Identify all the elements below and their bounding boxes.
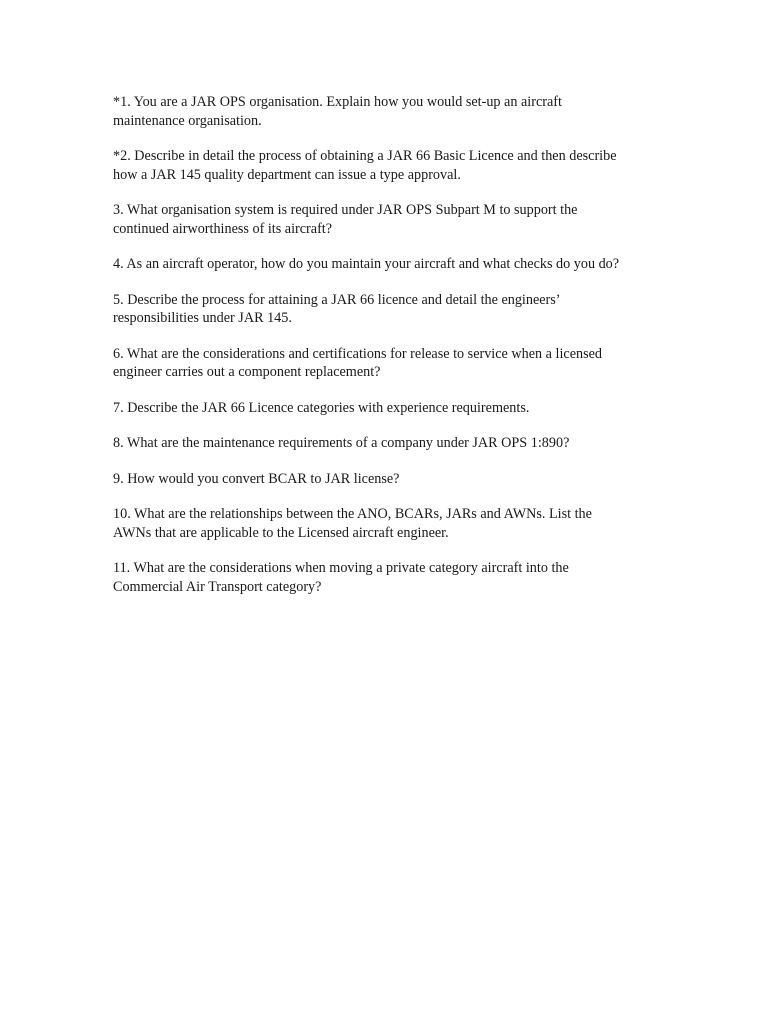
question-text-line: Commercial Air Transport category? xyxy=(113,578,322,595)
question-7 xyxy=(113,399,673,418)
question-3 xyxy=(113,201,673,238)
question-text-line: responsibilities under JAR 145. xyxy=(113,310,292,326)
question-2 xyxy=(113,147,673,184)
question-text-line: 10. What are the relationships between the ANO, BCARs, JARs and AWNs. List the xyxy=(113,506,592,522)
question-text-line: how a JAR 145 quality department can issue a type approval. xyxy=(113,166,461,183)
question-text-line: 5. Describe the process for attaining a JAR 66 licence and detail the engineers’ xyxy=(113,291,561,308)
question-1 xyxy=(113,93,673,130)
question-text-line: *1. You are a JAR OPS organisation. Explain how you would set-up an aircraft xyxy=(113,94,562,110)
question-text-line: 4. As an aircraft operator, how do you maintain your aircraft and what checks do you do? xyxy=(113,256,620,272)
question-4 xyxy=(113,255,673,274)
question-text-line: continued airworthiness of its aircraft? xyxy=(113,220,333,237)
question-5 xyxy=(113,291,673,328)
question-text-line: 3. What organisation system is required under JAR OPS Subpart M to support the xyxy=(113,202,578,218)
question-text-line: 8. What are the maintenance requirements of a company under JAR OPS 1:890? xyxy=(113,435,570,451)
question-text-line: 7. Describe the JAR 66 Licence categories with experience requirements. xyxy=(113,399,530,416)
question-text-line: 6. What are the considerations and certifications for release to service when a licensed xyxy=(113,345,602,362)
question-6 xyxy=(113,345,673,382)
question-text-line: *2. Describe in detail the process of obtaining a JAR 66 Basic Licence and then describe xyxy=(113,148,617,164)
question-text-line: engineer carries out a component replacement? xyxy=(113,364,381,380)
question-text-line: maintenance organisation. xyxy=(113,112,262,129)
question-9 xyxy=(113,470,673,489)
question-text-line: AWNs that are applicable to the Licensed aircraft engineer. xyxy=(113,524,449,541)
question-text-line: 11. What are the considerations when moving a private category aircraft into the xyxy=(113,560,569,576)
question-list xyxy=(113,93,673,613)
question-8 xyxy=(113,434,673,453)
question-11 xyxy=(113,559,673,596)
question-text-line: 9. How would you convert BCAR to JAR license? xyxy=(113,470,400,487)
question-10 xyxy=(113,505,673,542)
